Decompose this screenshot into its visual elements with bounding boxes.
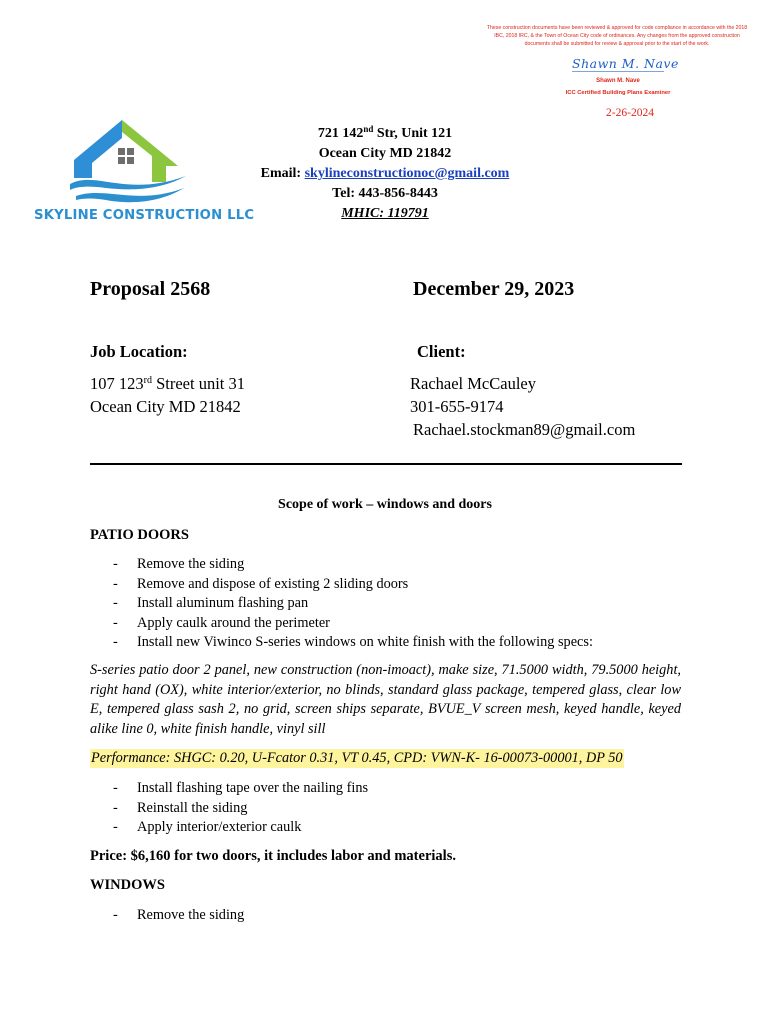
- company-email-line: Email: skylineconstructionoc@gmail.com: [260, 166, 510, 181]
- patio-bullet-list: [113, 555, 593, 653]
- stamp-signature: Shawn M. Nave: [572, 56, 679, 71]
- list-item: - Remove the siding: [113, 907, 245, 923]
- client-name: Rachael McCauley: [410, 374, 536, 393]
- scope-title: Scope of work – windows and doors: [278, 497, 492, 512]
- company-city: Ocean City MD 21842: [318, 146, 452, 161]
- signature-underline: [572, 71, 664, 72]
- proposal-date: December 29, 2023: [413, 278, 575, 300]
- patio-price: Price: $6,160 for two doors, it includes labor and materials.: [90, 848, 456, 864]
- stamp-examiner-name: Shawn M. Nave: [596, 78, 640, 84]
- approval-stamp-notice: These construction documents have been reviewed & approved for code compliance in accordance with the 2018 IBC, 2018 IRC, & the Town of Ocean City code of ordinances. Any changes from the approved construction documents shall be submitted for review & approval prior to the start of the work.: [486, 25, 748, 47]
- proposal-title: Proposal 2568: [90, 278, 211, 300]
- list-item: - Apply interior/exterior caulk: [113, 819, 302, 835]
- list-item: - Apply caulk around the perimeter: [113, 614, 330, 631]
- job-location-heading: Job Location:: [90, 342, 188, 361]
- stamp-examiner-title: ICC Certified Building Plans Examiner: [565, 90, 671, 96]
- windows-heading: WINDOWS: [90, 877, 165, 893]
- logo-company-name: SKYLINE CONSTRUCTION LLC: [34, 208, 255, 223]
- patio-bullet-list-2: [113, 779, 368, 838]
- company-tel: Tel: 443-856-8443: [332, 186, 438, 201]
- job-city: Ocean City MD 21842: [90, 397, 241, 416]
- list-item: - Install new Viwinco S-series windows on white finish with the following specs:: [113, 634, 593, 650]
- divider: [90, 463, 682, 465]
- client-heading: Client:: [417, 342, 466, 361]
- client-phone: 301-655-9174: [410, 397, 504, 416]
- job-address: 107 123rd Street unit 31: [90, 374, 245, 393]
- company-mhic: MHIC: 119791: [341, 206, 429, 221]
- list-item: - Remove and dispose of existing 2 sliding doors: [113, 575, 409, 592]
- list-item: - Install aluminum flashing pan: [113, 595, 309, 611]
- patio-doors-heading: PATIO DOORS: [90, 527, 189, 543]
- list-item: - Reinstall the siding: [113, 799, 248, 816]
- performance-highlight: Performance: SHGC: 0.20, U-Fcator 0.31, VT 0.45, CPD: VWN-K- 16-00073-00001, DP 50: [91, 750, 623, 766]
- company-email-link[interactable]: skylineconstructionoc@gmail.com: [304, 166, 510, 181]
- windows-bullet-list: [113, 906, 244, 926]
- client-email: Rachael.stockman89@gmail.com: [413, 420, 636, 439]
- patio-door-spec: S-series patio door 2 panel, new construction (non-imoact), make size, 71.5000 width, 79.5000 height, right hand (OX), white interior/exterior, no blinds, standard glass package, tempered glass, clear low E, tempered glass sash 2, no grid, screen ships separate, BVUE_V screen mesh, keyed handle, keyed alike line 0, white finish handle, vinyl sill: [90, 662, 681, 737]
- company-info-block: [0, 124, 770, 224]
- list-item: - Remove the siding: [113, 556, 245, 572]
- list-item: - Install flashing tape over the nailing fins: [113, 780, 369, 796]
- stamp-date: 2-26-2024: [606, 107, 654, 119]
- company-address: 721 142nd Str, Unit 121: [317, 124, 453, 141]
